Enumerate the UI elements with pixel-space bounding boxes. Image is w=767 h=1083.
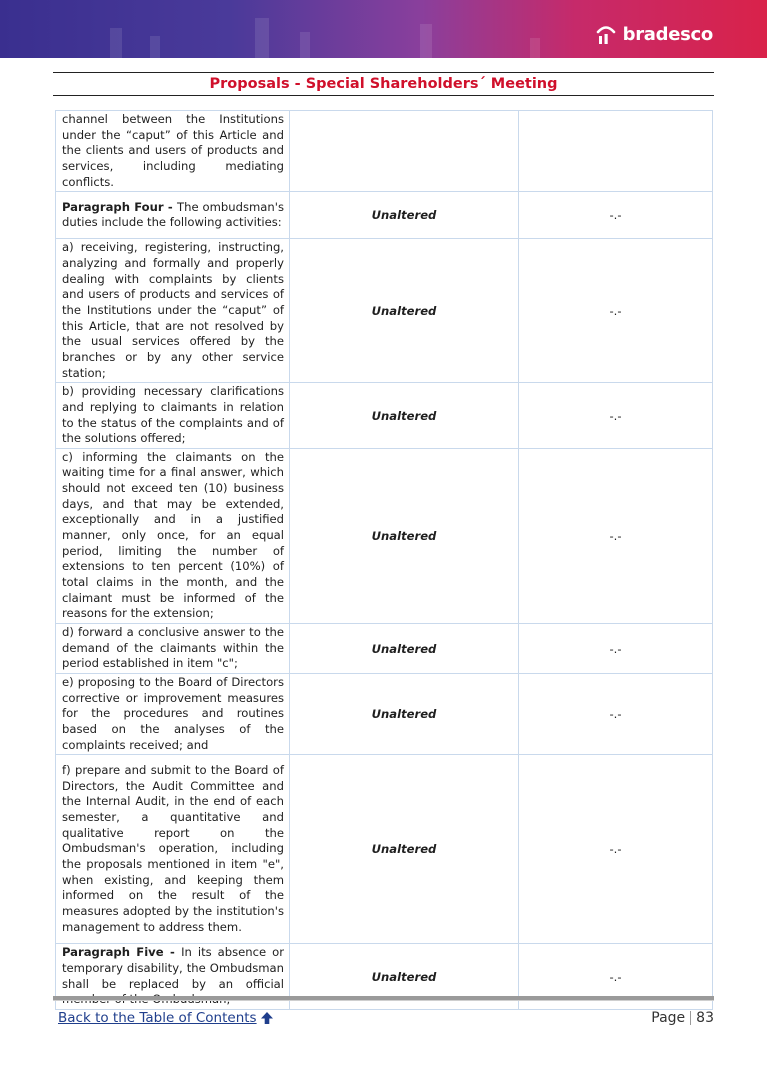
article-text-cell: f) prepare and submit to the Board of Directors, the Audit Committee and the Internal Audit, in the end of each semester, a quantitative and qualitative report on the Ombudsman's operation, including the proposals mentioned in item "e", when existing, and keeping them informed on the result of the measures adopted by the institution's management to address them. (56, 755, 290, 944)
proposal-cell: Unaltered (290, 383, 519, 449)
table-row (56, 383, 713, 449)
article-text-cell: b) providing necessary clarifications and replying to claimants in relation to the status of the complaints and of the solutions offered; (56, 383, 290, 449)
header-banner (0, 0, 767, 58)
proposal-table (55, 110, 713, 1010)
proposal-cell: Unaltered (290, 448, 519, 623)
proposal-cell: Unaltered (290, 944, 519, 1010)
brand-name: bradesco (622, 23, 713, 45)
table-row (56, 755, 713, 944)
toc-link-label: Back to the Table of Contents (58, 1010, 257, 1026)
article-text-cell: Paragraph Five - In its absence or temporary disability, the Ombudsman shall be replaced by an official (56, 944, 290, 1010)
justification-cell: -.- (519, 239, 713, 383)
article-text-cell: a) receiving, registering, instructing, analyzing and formally and properly dealing with complaints by clients and users of products and services of the Institutions under the “caput” of this Article, that are not resolved by the usual services offered by the branches or by any other service station; (56, 239, 290, 383)
justification-cell: -.- (519, 383, 713, 449)
article-text-cell: c) informing the claimants on the waiting time for a final answer, which should not exceed ten (10) business days, and that may be extended, exceptionally and in a justified manner, only once, for an equal period, limiting the number of extensions to ten percent (10%) of total claims in the month, and the claimant must be informed of the reasons for the extension; (56, 448, 290, 623)
proposal-cell: Unaltered (290, 755, 519, 944)
justification-cell: -.- (519, 944, 713, 1010)
page-number-value: 83 (696, 1010, 714, 1026)
justification-cell: -.- (519, 674, 713, 755)
table-row (56, 111, 713, 192)
table-row (56, 674, 713, 755)
table-row (56, 239, 713, 383)
back-to-toc-link[interactable] (58, 1010, 274, 1026)
article-text-cell: d) forward a conclusive answer to the demand of the claimants within the period established in item "c"; (56, 624, 290, 674)
page-separator (690, 1011, 691, 1025)
table-row (56, 192, 713, 239)
justification-cell: -.- (519, 448, 713, 623)
bradesco-logo (595, 20, 713, 48)
justification-cell (519, 111, 713, 192)
title-rule-bottom (53, 95, 714, 96)
justification-cell: -.- (519, 192, 713, 239)
page-number (651, 1010, 714, 1026)
footer-rule (53, 996, 714, 1001)
article-text-cell: Paragraph Four - The ombudsman's duties include the following activities: (56, 192, 290, 239)
title-rule-top (53, 72, 714, 73)
table-row (56, 448, 713, 623)
table-row (56, 624, 713, 674)
proposal-cell: Unaltered (290, 239, 519, 383)
proposal-cell: Unaltered (290, 192, 519, 239)
proposal-cell: Unaltered (290, 624, 519, 674)
page-label: Page (651, 1010, 686, 1026)
justification-cell: -.- (519, 755, 713, 944)
article-text-cell: e) proposing to the Board of Directors corrective or improvement measures for the procedures and routines based on the analyses of the complaints received; and (56, 674, 290, 755)
proposal-cell (290, 111, 519, 192)
justification-cell: -.- (519, 624, 713, 674)
arrow-up-icon (260, 1011, 274, 1025)
proposal-cell: Unaltered (290, 674, 519, 755)
article-text-cell: channel between the Institutions under the “caput” of this Article and the clients and users of products and services, including mediating conflicts. (56, 111, 290, 192)
page-title: Proposals - Special Shareholders´ Meeting (209, 76, 558, 92)
bradesco-logo-icon (595, 22, 617, 46)
